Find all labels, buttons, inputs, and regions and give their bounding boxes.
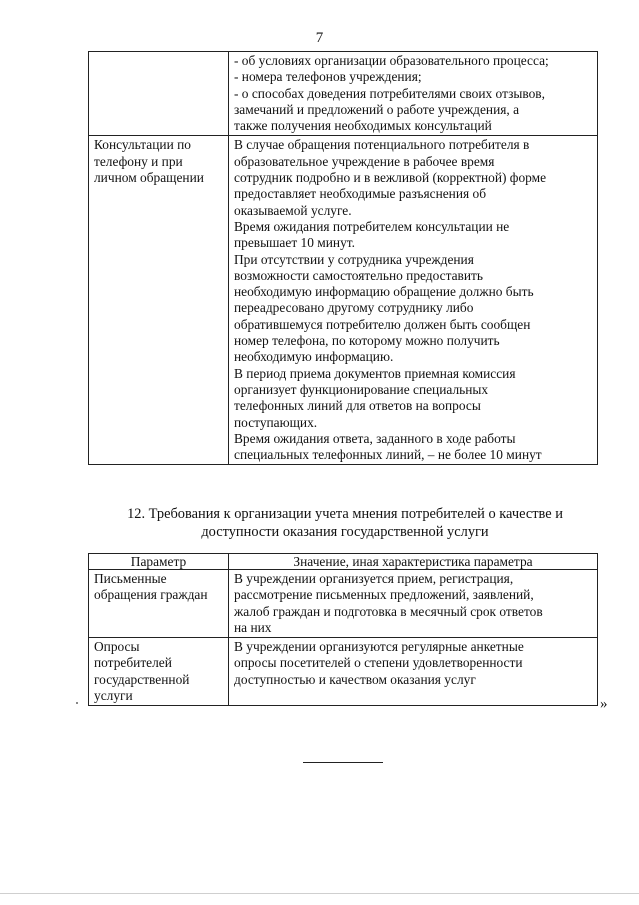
heading-line: доступности оказания государственной услуги (201, 523, 489, 540)
table-row (89, 52, 598, 136)
cell-text-line: опросы посетителей о степени удовлетворенности (234, 655, 523, 671)
cell-text-line: Опросы (94, 639, 140, 655)
closing-quote-mark: » (600, 696, 608, 712)
section-12-heading (110, 506, 580, 541)
cell-text-line: В учреждении организуются регулярные анкетные (234, 639, 524, 655)
column-header-parameter: Параметр (89, 554, 229, 570)
scan-edge-line (0, 893, 639, 894)
cell-text-line: Консультации по (94, 137, 191, 153)
value-cell (229, 52, 598, 136)
cell-text-line: необходимую информацию обращение должно быть (234, 284, 534, 300)
cell-text-line: При отсутствии у сотрудника учреждения (234, 251, 474, 267)
cell-text-line: обратившемуся потребителю должен быть сообщен (234, 316, 531, 332)
cell-text-line: также получения необходимых консультаций (234, 118, 492, 134)
cell-text-line: потребителей (94, 655, 172, 671)
value-cell (229, 638, 598, 706)
feedback-requirements-table (88, 553, 598, 706)
cell-text-line: замечаний и предложений о работе учреждения, а (234, 101, 520, 117)
parameter-cell (89, 570, 229, 638)
heading-line: 12. Требования к организации учета мнения потребителей о качестве и (127, 506, 563, 522)
cell-text-line: услуги (94, 688, 133, 704)
column-header-value: Значение, иная характеристика параметра (229, 554, 598, 570)
cell-text-line: рассмотрение письменных предложений, заявлений, (234, 587, 534, 603)
scan-speck (76, 702, 78, 704)
table-row (89, 638, 598, 706)
parameter-cell (89, 638, 229, 706)
cell-text-line: жалоб граждан и подготовка в месячный срок ответов (234, 603, 543, 619)
cell-text-line: Время ожидания ответа, заданного в ходе работы (234, 430, 516, 446)
cell-text-line: специальных телефонных линий, – не более 10 минут (234, 447, 542, 463)
cell-text-line: доступностью и качеством оказания услуг (234, 671, 476, 687)
cell-text-line: В случае обращения потенциального потребителя в (234, 137, 530, 153)
cell-text-line: оказываемой услуге. (234, 202, 352, 218)
footnote-rule (303, 762, 383, 763)
parameter-cell (89, 136, 229, 465)
table-header-row (89, 554, 598, 570)
cell-text-line: переадресовано другому сотруднику либо (234, 300, 474, 316)
cell-text-line: предоставляет необходимые разъяснения об (234, 186, 487, 202)
cell-text-line: номер телефона, по которому можно получить (234, 333, 500, 349)
value-cell (229, 136, 598, 465)
value-cell (229, 570, 598, 638)
parameter-cell (89, 52, 229, 136)
page-number: 7 (315, 30, 324, 46)
services-info-table (88, 51, 598, 465)
cell-text-line: телефону и при (94, 153, 183, 169)
cell-text-line: сотрудник подробно и в вежливой (корректной) форме (234, 170, 547, 186)
cell-text-line: необходимую информацию. (234, 349, 394, 365)
table-row (89, 570, 598, 638)
cell-text-line: - о способах доведения потребителями своих отзывов, (234, 85, 545, 101)
cell-text-line: - об условиях организации образовательного процесса; (234, 53, 549, 68)
cell-text-line: Время ожидания потребителем консультации не (234, 218, 510, 234)
cell-text-line: образовательное учреждение в рабочее время (234, 153, 495, 169)
cell-text-line: обращения граждан (94, 587, 208, 603)
cell-text-line: В период приема документов приемная комиссия (234, 365, 516, 381)
table-row (89, 136, 598, 465)
cell-text-line: В учреждении организуется прием, регистрация, (234, 571, 514, 586)
cell-text-line: государственной (94, 671, 190, 687)
cell-text-line: Письменные (94, 571, 167, 586)
cell-text-line: личном обращении (94, 170, 204, 186)
cell-text-line: - номера телефонов учреждения; (234, 69, 422, 85)
cell-text-line: на них (234, 619, 272, 635)
cell-text-line: организует функционирование специальных (234, 381, 489, 397)
cell-text-line: телефонных линий для ответов на вопросы (234, 398, 481, 414)
cell-text-line: поступающих. (234, 414, 318, 430)
cell-text-line: превышает 10 минут. (234, 235, 355, 251)
cell-text-line: возможности самостоятельно предоставить (234, 267, 484, 283)
